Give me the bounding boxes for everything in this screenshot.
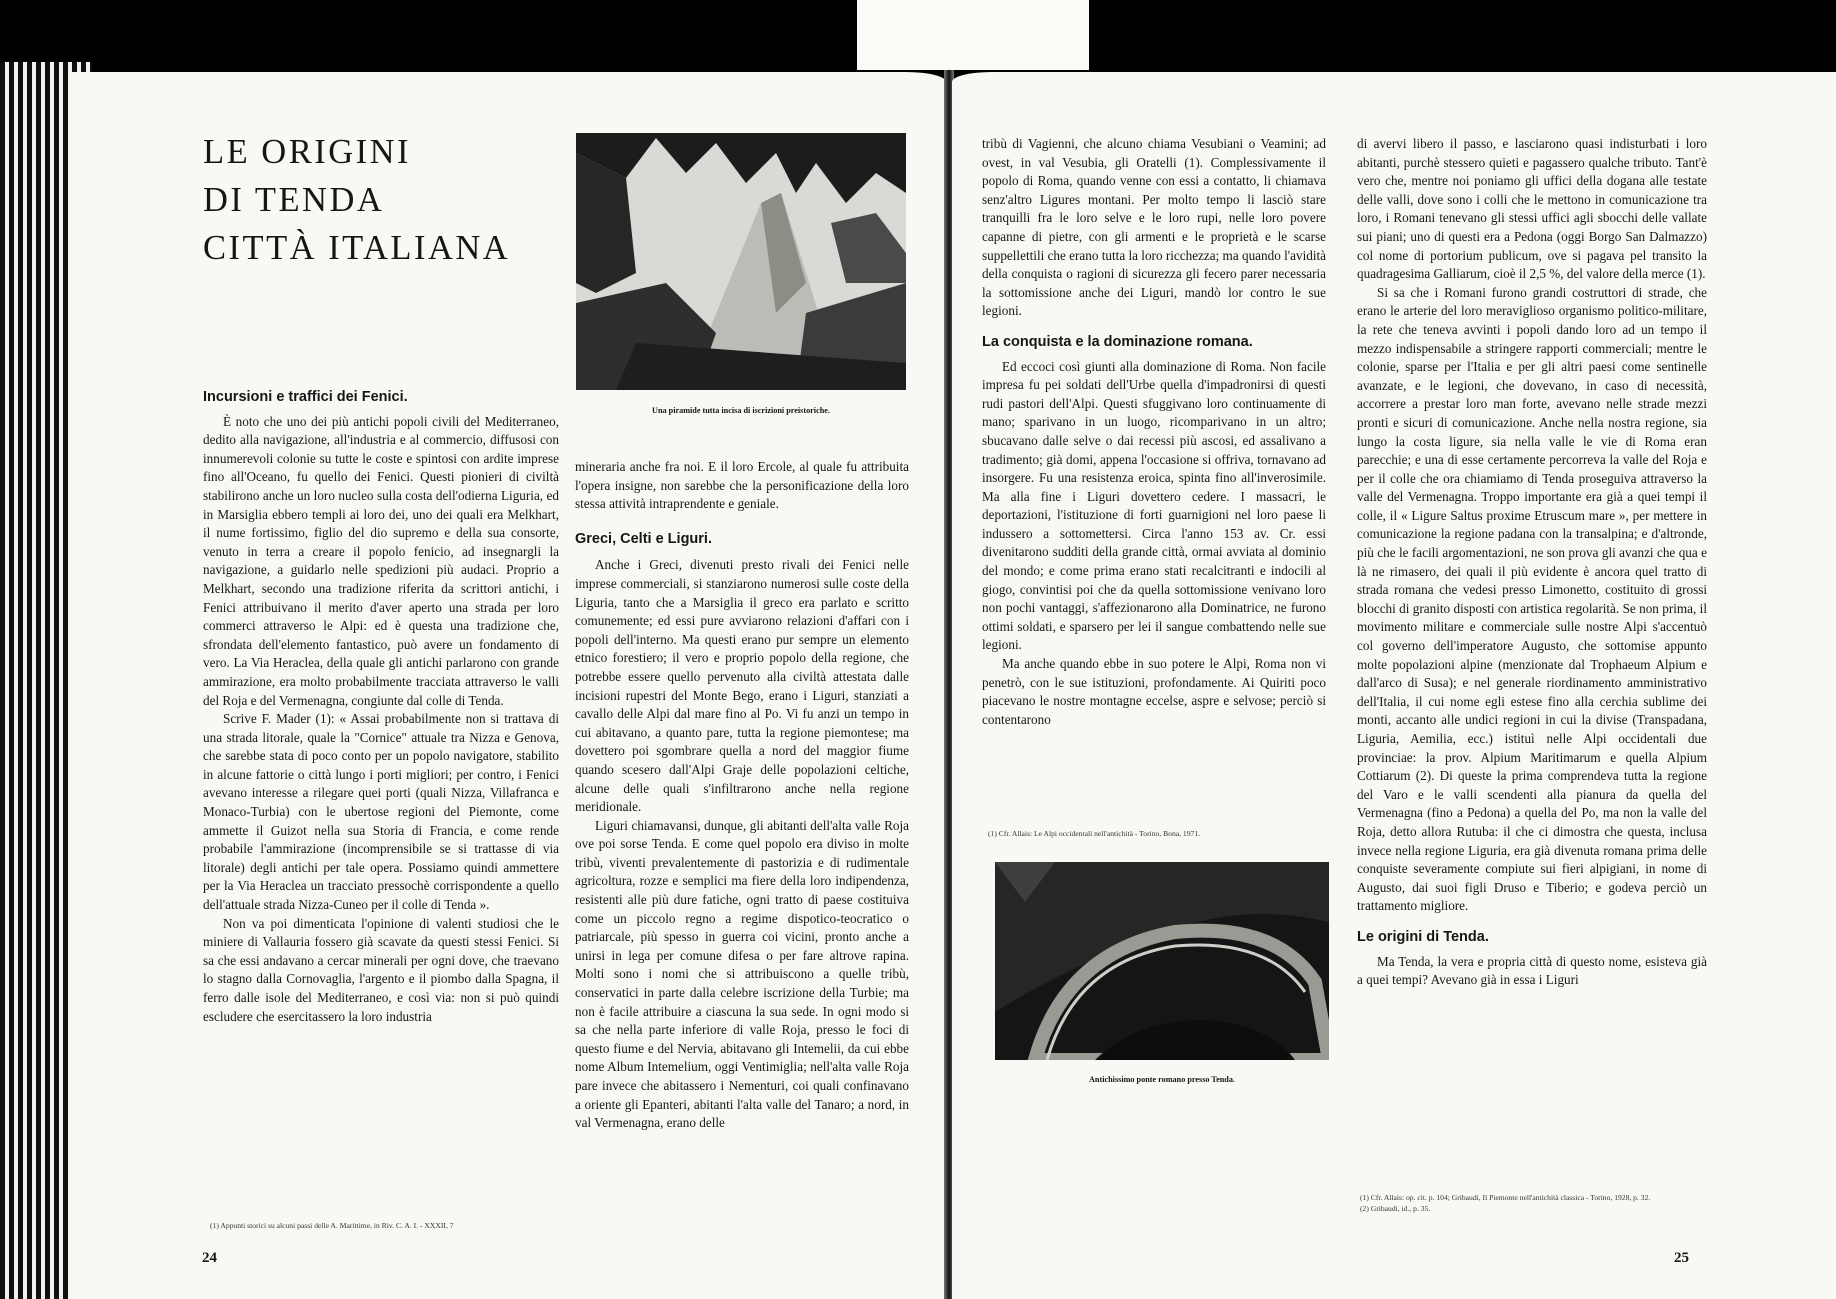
article-title [203,128,510,272]
paragraph: Si sa che i Romani furono grandi costruttori di strade, che erano le arterie del loro meraviglioso organismo politico-militare, la rete che teneva avvinti i popoli dando loro ad un tempo il mezzo indispensabile a stringere rapporti commerciali; mentre le colonie, sparse per l'Italia e per gli altri paesi come sentinelle avanzate, e le legioni, che dovevano, in caso di necessità, accorrere a prestar loro man forte, avevano nelle strade mezzi pronti e sicuri di comunicazione. Anche nella nostra regione, sia lungo la costa ligure, sia nella valle le vie di Roma eran parecchie; e una di esse certamente percorreva la valle del Roja e per il colle che ora chiamiamo di Tenda proseguiva attraverso la valle del Vermenagna. Troppo importante era già a quei tempi il colle, il « Ligure Saltus proxime Etruscum mare », per mettere in comunicazione la regione padana con la transalpina; e d'altronde, più che le facili argomentazioni, ne son prova gli avanzi che qua e là ne rimasero, dei quali il più evidente è ancora quel tratto di strada romana che vedesi presso Limonetto, costituito di grossi blocchi di granito disposti con artistica regolarità. Se non prima, il movimento militare e commerciale sulle nostre Alpi s'accentuò col governo dell'imperatore Augusto, che sottomise appunto molte popolazioni alpine (menzionate dal Trophaeum Alpium e dall'arco di Susa); e nel generale riordinamento amministrativo dell'Italia, il cui nome egli estese fino alla cerchia sublime dei monti, accanto alle undici regioni in cui la divise (Transpadana, Liguria, Aemilia, ecc.) istituì nelle Alpi occidentali due provinciae: la prov. Alpium Maritimarum e quella Alpium Cottiarum (2). Di queste la prima comprendeva tutta la regione del Varo e le valli scendenti alla pianura da quella del Vermenagna (fino a Pedona) a quella del Po, ma non la valle del Roja, detto allora Rutuba: il che ci dimostra che questa, inclusa invece nella regione Liguria, era già divenuta romana prima delle conquiste severamente compiute sui fieri alpigiani, in nome di Augusto, dai suoi figli Druso e Tiberio; e godeva perciò un trattamento migliore. [1357,284,1707,914]
paragraph: tribù di Vagienni, che alcuno chiama Vesubiani o Veamini; ad ovest, in val Vesubia, gli Oratelli (1). Complessivamente il popolo di Roma, quando venne con essi a contatto, li chiamava senz'altro Ligures montani. Per molto tempo li lasciò stare tranquilli fra le loro selve e le loro rupi, nelle loro povere capanne di pietre, con gli armenti e le proprietà e le scarse suppellettili che erano tutta la loro ricchezza; ma quando l'avidità della conquista o ragioni di sicurezza gli fecero parer necessaria la sottomissione anche dei Liguri, mandò lor contro le sue legioni. [982,136,1327,319]
paragraph: mineraria anche fra noi. E il loro Ercole, al quale fu attribuita l'opera insigne, non sarebbe che la personificazione della loro stessa attività intraprendente e geniale. [575,459,909,512]
paragraph: Scrive F. Mader (1): « Assai probabilmente non si trattava di una strada litorale, quale la "Cornice" attuale tra Nizza e Genova, che sarebbe stata di poco conto per un popolo navigatore, stabilito in alcune fattorie o città lungo i porti migliori; per contro, i Fenici avevano interesse a rilegare quei porti (quali Nizza, Villafranca e Monaco-Turbia) con le ubertose regioni del Piemonte, come ammette il Guizot nella sua Storia di Francia, e come rende probabile l'ammirazione (incomprensibile se si trattasse di via litorale) degli antichi per tale opera. Possiamo quindi ammettere per la Via Heraclea un tracciato pressochè corrispondente a quello dell'attuale strada Nizza-Cuneo per il colle di Tenda ». [203,711,559,913]
right-footnote-2 [1360,1192,1710,1214]
paragraph: Liguri chiamavansi, dunque, gli abitanti dell'alta valle Roja ove poi sorse Tenda. E come quel popolo era diviso in molte tribù, viventi prevalentemente di pastorizia e di rudimentale agricoltura, rozze e semplici ma fiere della loro indipendenza, resistenti alle più dure fatiche, ogni tratto di paese costituiva come un piccolo regno a regime dispotico-teocratico o patriarcale, più spesso in guerra coi vicini, pronto anche a unirsi in lega per comune difesa o per fare altrove rapina. Molti sono i nomi che si attribuiscono a quelle tribù, conservatici in parte dalla celebre iscrizione della Turbie; ma non è facile attribuire a ciascuna la sua sede. In ogni modo si sa che nella parte inferiore di valle Roja, presso le foci di questo fiume e del Nervia, abitavano gli Intemelii, da cui ebbe nome Album Intemelium, oggi Ventimiglia; nell'alta valle Roja pare invece che abitassero i Nementuri, coi quali confinavano a oriente gli Epanteri, abitanti l'alta valle del Tanaro; a nord, in val Vermenagna, erano delle [575,817,909,1131]
section-heading-conquista: La conquista e la dominazione romana. [982,333,1253,350]
section-heading-origini: Le origini di Tenda. [1357,928,1489,945]
paragraph: Ma anche quando ebbe in suo potere le Alpi, Roma non vi penetrò, con le sue istituzioni, profondamente. Ai Quiriti poco piacevano le nostre montagne eccelse, aspre e selvose; perciò si contentarono [982,656,1326,727]
page-number-left: 24 [202,1250,217,1266]
section-heading-fenici: Incursioni e traffici dei Fenici. [203,389,408,405]
paragraph: Anche i Greci, divenuti presto rivali dei Fenici nelle imprese commerciali, si stanziarono numerosi sulle coste della Liguria, tanto che a Marsiglia il greco era parlato e scritto comunemente; ed essi pure avviarono relazioni d'affari con i popoli dell'interno. Ma questi erano pur sempre un elemento etnico forestiero; il vero e proprio popolo della regione, che potrebbe essere quello pervenuto alla civiltà attestata dalle incisioni rupestri del Monte Bego, erano i Liguri, stanziati a cavallo delle Alpi dal mare fino al Po. Vi fu anzi un tempo in cui abitavano, a quanto pare, tutta la regione piemontese; ma dovettero poi sgombrare quella a nord del maggior fiume quando scesero dall'Alpi Graje delle popolazioni celtiche, alcune delle quali s'infiltrarono anche nella regione meridionale. [575,557,909,815]
bridge-photo-caption: Antichissimo ponte romano presso Tenda. [1089,1075,1235,1084]
left-page [70,72,946,1299]
title-line-3: CITTÀ ITALIANA [203,229,511,267]
roman-bridge-photo [995,862,1329,1060]
right-footnote-1: (1) Cfr. Allais: Le Alpi occidentali nell'antichità - Torino, Bona, 1971. [988,829,1201,838]
right-page [952,72,1836,1299]
right-column-2 [1357,135,1707,990]
footnote-1: (1) Cfr. Allais: op. cit. p. 104; Gribaudi, Il Piemonte nell'antichità classica - Torino, 1928, p. 32. [1360,1193,1651,1202]
left-column-1 [203,388,559,1026]
left-footnote: (1) Appunti storici su alcuni passi delle A. Marittime, in Riv. C. A. I. - XXXII, 7 [210,1221,454,1230]
pyramid-rock-illustration [576,133,906,390]
paragraph: Ma Tenda, la vera e propria città di questo nome, esisteva già a quei tempi? Avevano già in essa i Liguri [1357,953,1707,988]
footnote-2: (2) Gribaudi, id., p. 35. [1360,1204,1431,1213]
paper-tab [857,0,1089,70]
pyramid-rock-photo [576,133,906,390]
pyramid-photo-caption: Una piramide tutta incisa di iscrizioni preistoriche. [652,406,830,415]
roman-bridge-illustration [995,862,1329,1060]
paragraph: Non va poi dimenticata l'opinione di valenti studiosi che le miniere di Vallauria fossero già scavate da questi stessi Fenici. Si sa che essi andavano a cercar minerali per ogni dove, che traevano lo stagno dalla Cornovaglia, l'argento e il piombo dalla Spagna, il ferro dalle isole del Mediterraneo, e così via: non si può quindi escludere che esercitassero la loro industria [203,915,559,1024]
title-line-2: DI TENDA [203,181,385,219]
paragraph: di avervi libero il passo, e lasciarono quasi indisturbati i loro abitanti, purchè stessero quieti e pagassero qualche tributo. Tant'è vero che, mentre noi poniamo gli uffici della dogana alle testate delle valli, dove sono i colli che le mettono in comunicazione tra loro, i Romani tenevano gli stessi uffici agli sbocchi delle vallate sui piani; uno di questi era a Pedona (oggi Borgo San Dalmazzo) col nome di portorium publicum, ove si pagava pel transito la quadragesima Galliarum, cioè il 2,5 %, del valore della merce (1). [1357,136,1707,282]
page-number-right: 25 [1674,1250,1689,1266]
paragraph: È noto che uno dei più antichi popoli civili del Mediterraneo, dedito alla navigazione, all'industria e al commercio, diffusosi con innumerevoli colonie su tutte le coste e spintosi con ardite imprese fino all'Oceano, fu quello dei Fenici. Questi pionieri di civiltà stabilirono anche un loro nucleo sulla costa dell'odierna Liguria, ed in Marsiglia ebbero templi ai loro dei, uno dei quali era Melkhart, il nume fortissimo, figlio del dio supremo e della sua consorte, venuto in terra a creare il popolo fenicio, ad insegnargli la navigazione, a guidarlo nelle spedizioni più audaci. Proprio a Melkhart, secondo una tradizione riferita da scrittori antichi, i Fenici attribuivano il merito d'aver aperto una strada per loro commerci attraverso le Alpi: ed è questa una tradizione che, sfrondata dell'elemento fantastico, può avere un fondamento di vero. La Via Heraclea, della quale gli antichi parlarono con grande ammirazione, era molto probabilmente tracciata attraverso le valli del Roja e del Vermenagna, congiunte dal colle di Tenda. [203,413,559,708]
title-line-1: LE ORIGINI [203,133,411,171]
section-heading-greci: Greci, Celti e Liguri. [575,530,712,547]
paragraph: Ed eccoci così giunti alla dominazione di Roma. Non facile impresa fu pei soldati dell'Urbe quella d'impadronirsi di questi rudi pastori dell'Alpi. Questi sfuggivano loro continuamente di mano; sparivano in un luogo, ricomparivano in un altro; sbucavano dalle selve o dai recessi più ascosi, ed assalivano a tradimento; già domi, appena l'occasione si offriva, tornavano ad insorgere. Fu una resistenza eroica, spinta fino all'inverosimile. Ma alla fine i Liguri dovettero cedere. I massacri, le deportazioni, l'istituzione di forti guarnigioni nel loro paese li indussero a sottomettersi. Circa l'anno 153 av. Cr. essi divenitarono sudditi della grande città, ormai avviata al dominio del mondo; e come prima erano stati recalcitranti e indocili al giogo, convintisi poi che da quella sottomissione venivano loro non pochi vantaggi, s'affezionarono alla Dominatrice, ne furono ottimi soldati, e sparsero per lei il sangue combattendo nelle sue legioni. [982,358,1326,653]
left-column-2 [575,458,909,1133]
right-column-1 [982,135,1326,729]
